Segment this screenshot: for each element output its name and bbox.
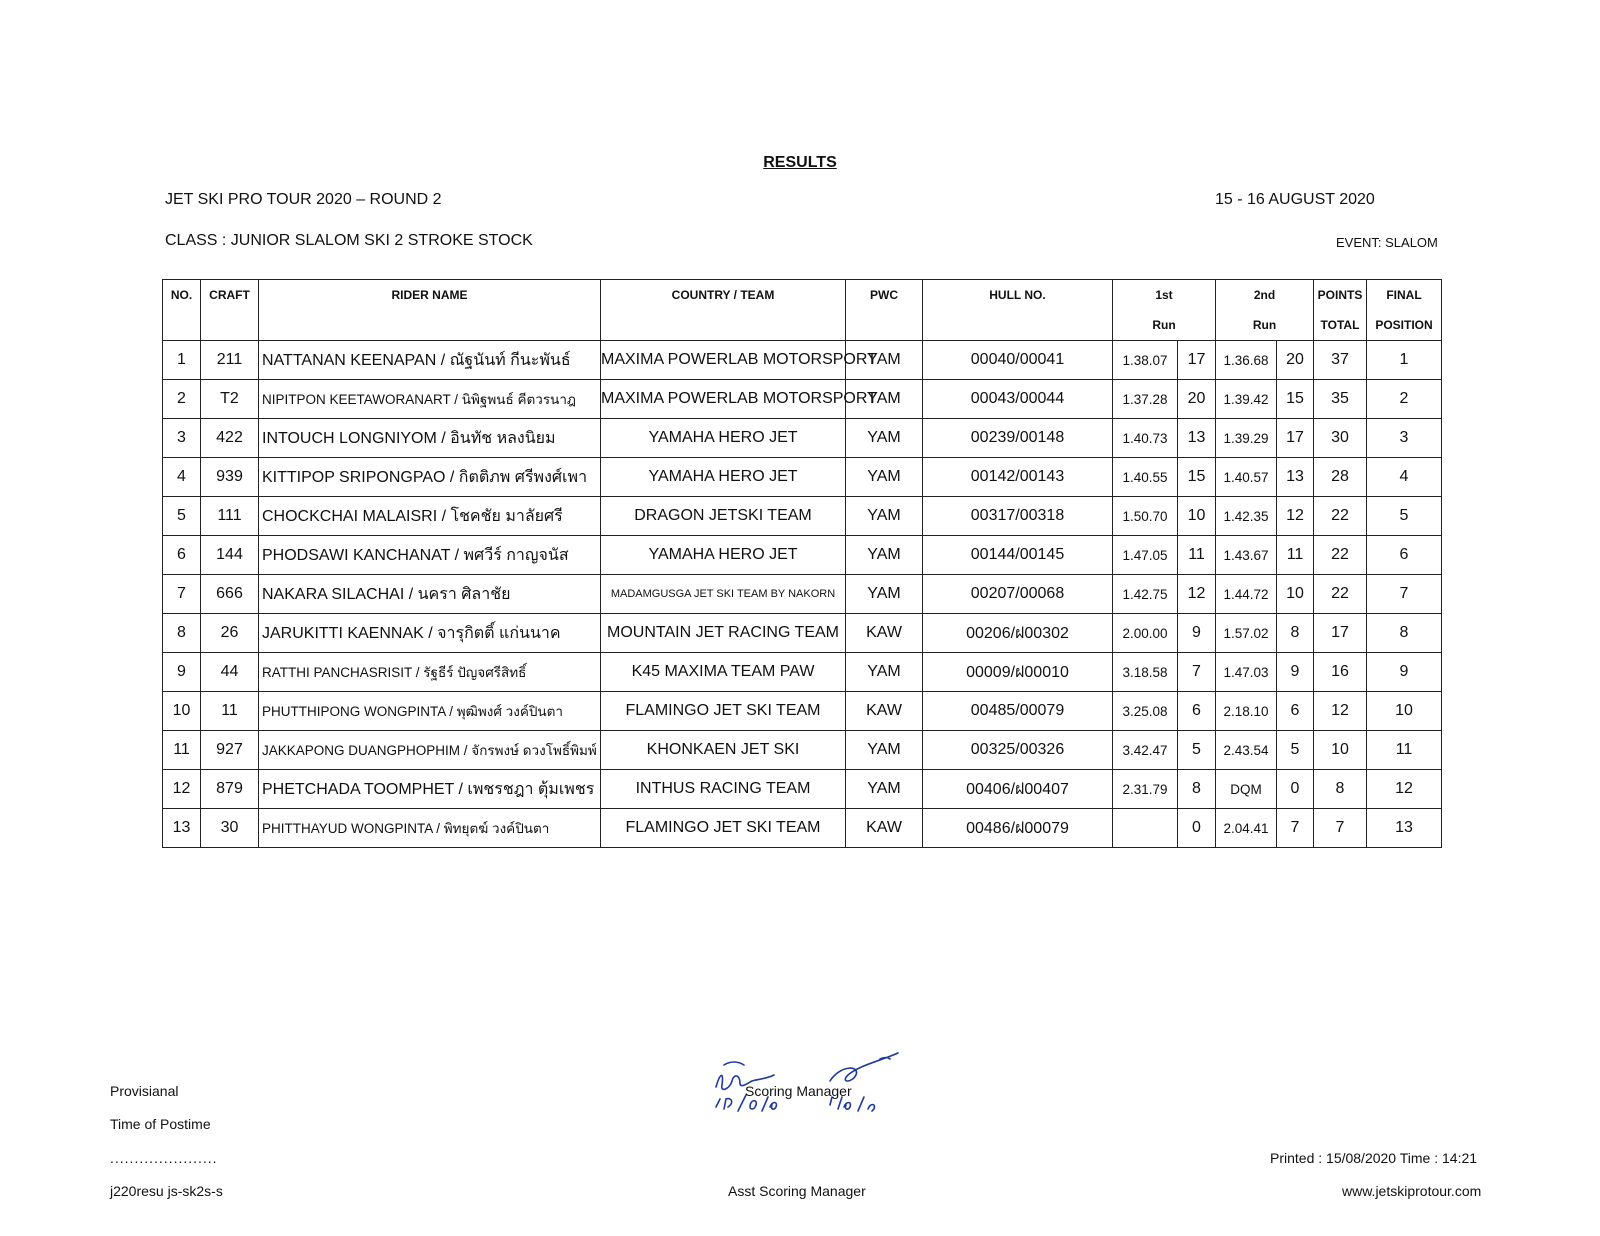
- cell-run1-time: [1113, 809, 1178, 848]
- table-row: [163, 575, 1442, 614]
- cell-points-total: 17: [1314, 614, 1367, 653]
- cell-points-total: 35: [1314, 380, 1367, 419]
- cell-craft: T2: [201, 380, 259, 419]
- cell-final-position: 5: [1367, 497, 1442, 536]
- cell-craft: 44: [201, 653, 259, 692]
- cell-hull: 00144/00145: [923, 536, 1113, 575]
- cell-no: 8: [163, 614, 201, 653]
- cell-hull: 00406/ฝ00407: [923, 770, 1113, 809]
- cell-run1-time: 1.50.70: [1113, 497, 1178, 536]
- cell-craft: 26: [201, 614, 259, 653]
- cell-no: 11: [163, 731, 201, 770]
- cell-run2-points: 12: [1277, 497, 1314, 536]
- document-code: j220resu js-sk2s-s: [110, 1183, 223, 1199]
- cell-run2-points: 6: [1277, 692, 1314, 731]
- cell-no: 6: [163, 536, 201, 575]
- cell-no: 13: [163, 809, 201, 848]
- cell-run2-time: 1.40.57: [1216, 458, 1277, 497]
- scoring-manager-label: Scoring Manager: [745, 1083, 852, 1099]
- time-of-postime-label: Time of Postime: [110, 1116, 211, 1132]
- cell-run2-time: 1.44.72: [1216, 575, 1277, 614]
- cell-points-total: 22: [1314, 536, 1367, 575]
- cell-run2-points: 8: [1277, 614, 1314, 653]
- cell-team: FLAMINGO JET SKI TEAM: [601, 692, 846, 731]
- cell-run2-time: 2.18.10: [1216, 692, 1277, 731]
- cell-team: MAXIMA POWERLAB MOTORSPORT: [601, 380, 846, 419]
- asst-scoring-manager-label: Asst Scoring Manager: [728, 1183, 866, 1199]
- cell-no: 4: [163, 458, 201, 497]
- results-table: [162, 279, 1442, 848]
- table-row: [163, 614, 1442, 653]
- cell-pwc: YAM: [846, 341, 923, 380]
- cell-run2-points: 13: [1277, 458, 1314, 497]
- cell-run1-time: 2.00.00: [1113, 614, 1178, 653]
- table-row: [163, 731, 1442, 770]
- cell-run2-points: 17: [1277, 419, 1314, 458]
- cell-points-total: 22: [1314, 497, 1367, 536]
- cell-hull: 00486/ฝ00079: [923, 809, 1113, 848]
- cell-team: YAMAHA HERO JET: [601, 536, 846, 575]
- col-run2-subheader: Run: [1216, 310, 1314, 341]
- col-craft-header: CRAFT: [201, 280, 259, 311]
- cell-pwc: YAM: [846, 770, 923, 809]
- cell-final-position: 12: [1367, 770, 1442, 809]
- cell-run2-time: 1.36.68: [1216, 341, 1277, 380]
- page-title: RESULTS: [763, 154, 837, 171]
- table-row: [163, 341, 1442, 380]
- cell-hull: 00485/00079: [923, 692, 1113, 731]
- cell-rider: INTOUCH LONGNIYOM / อินทัช หลงนิยม: [259, 419, 601, 458]
- col-team-header: COUNTRY / TEAM: [601, 280, 846, 311]
- cell-run2-points: 15: [1277, 380, 1314, 419]
- event-dates: 15 - 16 AUGUST 2020: [1215, 191, 1375, 208]
- cell-pwc: YAM: [846, 419, 923, 458]
- cell-hull: 00239/00148: [923, 419, 1113, 458]
- cell-run2-points: 20: [1277, 341, 1314, 380]
- cell-final-position: 1: [1367, 341, 1442, 380]
- table-row: [163, 653, 1442, 692]
- cell-final-position: 4: [1367, 458, 1442, 497]
- cell-run2-time: 2.43.54: [1216, 731, 1277, 770]
- cell-run1-time: 1.42.75: [1113, 575, 1178, 614]
- cell-run1-points: 9: [1178, 614, 1216, 653]
- table-row: [163, 770, 1442, 809]
- cell-pwc: YAM: [846, 458, 923, 497]
- cell-run2-time: DQM: [1216, 770, 1277, 809]
- cell-run1-points: 12: [1178, 575, 1216, 614]
- cell-final-position: 3: [1367, 419, 1442, 458]
- cell-team: FLAMINGO JET SKI TEAM: [601, 809, 846, 848]
- cell-run2-points: 0: [1277, 770, 1314, 809]
- cell-rider: PHETCHADA TOOMPHET / เพชรชฎา ตุ้มเพชร: [259, 770, 601, 809]
- cell-run1-points: 13: [1178, 419, 1216, 458]
- cell-points-total: 12: [1314, 692, 1367, 731]
- cell-run1-time: 3.25.08: [1113, 692, 1178, 731]
- event-type: EVENT: SLALOM: [1336, 235, 1438, 250]
- cell-run1-time: 2.31.79: [1113, 770, 1178, 809]
- cell-run2-points: 5: [1277, 731, 1314, 770]
- cell-rider: PHUTTHIPONG WONGPINTA / พุฒิพงศ์ วงค์ปินตา: [259, 692, 601, 731]
- cell-run2-points: 11: [1277, 536, 1314, 575]
- cell-run2-time: 1.39.29: [1216, 419, 1277, 458]
- table-row: [163, 692, 1442, 731]
- cell-craft: 144: [201, 536, 259, 575]
- cell-pwc: YAM: [846, 653, 923, 692]
- cell-hull: 00207/00068: [923, 575, 1113, 614]
- cell-rider: JAKKAPONG DUANGPHOPHIM / จักรพงษ์ ดวงโพธิ์พิมพ์: [259, 731, 601, 770]
- cell-team: MAXIMA POWERLAB MOTORSPORT: [601, 341, 846, 380]
- cell-run2-time: 1.43.67: [1216, 536, 1277, 575]
- cell-hull: 00040/00041: [923, 341, 1113, 380]
- cell-run1-points: 15: [1178, 458, 1216, 497]
- cell-run1-points: 10: [1178, 497, 1216, 536]
- cell-no: 12: [163, 770, 201, 809]
- table-row: [163, 380, 1442, 419]
- col-run1-subheader: Run: [1113, 310, 1216, 341]
- cell-pwc: YAM: [846, 575, 923, 614]
- cell-pwc: YAM: [846, 497, 923, 536]
- cell-craft: 879: [201, 770, 259, 809]
- cell-no: 7: [163, 575, 201, 614]
- cell-craft: 927: [201, 731, 259, 770]
- col-pwc-header: PWC: [846, 280, 923, 311]
- table-row: [163, 536, 1442, 575]
- cell-points-total: 16: [1314, 653, 1367, 692]
- cell-rider: CHOCKCHAI MALAISRI / โชคชัย มาลัยศรี: [259, 497, 601, 536]
- cell-pwc: KAW: [846, 809, 923, 848]
- header-row-1: [163, 280, 1442, 311]
- cell-final-position: 11: [1367, 731, 1442, 770]
- cell-final-position: 7: [1367, 575, 1442, 614]
- cell-pwc: YAM: [846, 380, 923, 419]
- cell-run1-points: 17: [1178, 341, 1216, 380]
- cell-hull: 00206/ฝ00302: [923, 614, 1113, 653]
- col-final-header: FINAL: [1367, 280, 1442, 311]
- cell-points-total: 22: [1314, 575, 1367, 614]
- cell-rider: PHITTHAYUD WONGPINTA / พิทยุตฆ์ วงค์ปินตา: [259, 809, 601, 848]
- cell-craft: 939: [201, 458, 259, 497]
- cell-final-position: 8: [1367, 614, 1442, 653]
- cell-hull: 00142/00143: [923, 458, 1113, 497]
- cell-run2-points: 7: [1277, 809, 1314, 848]
- website-link[interactable]: www.jetskiprotour.com: [1342, 1183, 1482, 1199]
- cell-pwc: YAM: [846, 536, 923, 575]
- cell-final-position: 13: [1367, 809, 1442, 848]
- cell-rider: KITTIPOP SRIPONGPAO / กิตติภพ ศรีพงศ์เพา: [259, 458, 601, 497]
- provisional-label: Provisianal: [110, 1083, 179, 1099]
- cell-team: K45 MAXIMA TEAM PAW: [601, 653, 846, 692]
- cell-team: YAMAHA HERO JET: [601, 419, 846, 458]
- cell-team: MADAMGUSGA JET SKI TEAM BY NAKORN: [601, 575, 846, 614]
- cell-rider: NATTANAN KEENAPAN / ณัฐนันท์ กีนะพันธ์: [259, 341, 601, 380]
- cell-no: 10: [163, 692, 201, 731]
- cell-final-position: 6: [1367, 536, 1442, 575]
- cell-run1-time: 1.37.28: [1113, 380, 1178, 419]
- cell-run1-time: 3.18.58: [1113, 653, 1178, 692]
- cell-team: KHONKAEN JET SKI: [601, 731, 846, 770]
- cell-craft: 111: [201, 497, 259, 536]
- col-no-header: NO.: [163, 280, 201, 311]
- cell-run1-time: 1.40.73: [1113, 419, 1178, 458]
- event-name: JET SKI PRO TOUR 2020 – ROUND 2: [165, 191, 442, 208]
- cell-no: 5: [163, 497, 201, 536]
- col-run2-header: 2nd: [1216, 280, 1314, 311]
- cell-craft: 422: [201, 419, 259, 458]
- cell-points-total: 7: [1314, 809, 1367, 848]
- header-row-2: [163, 310, 1442, 341]
- cell-points-total: 10: [1314, 731, 1367, 770]
- cell-run1-time: 1.40.55: [1113, 458, 1178, 497]
- cell-run1-time: 1.47.05: [1113, 536, 1178, 575]
- cell-hull: 00317/00318: [923, 497, 1113, 536]
- cell-run2-time: 1.47.03: [1216, 653, 1277, 692]
- col-points-header: POINTS: [1314, 280, 1367, 311]
- cell-hull: 00325/00326: [923, 731, 1113, 770]
- cell-run2-points: 9: [1277, 653, 1314, 692]
- cell-run1-time: 1.38.07: [1113, 341, 1178, 380]
- table-row: [163, 419, 1442, 458]
- cell-final-position: 9: [1367, 653, 1442, 692]
- cell-pwc: KAW: [846, 614, 923, 653]
- table-row: [163, 458, 1442, 497]
- cell-run2-time: 2.04.41: [1216, 809, 1277, 848]
- col-hull-header: HULL NO.: [923, 280, 1113, 311]
- cell-points-total: 37: [1314, 341, 1367, 380]
- cell-team: YAMAHA HERO JET: [601, 458, 846, 497]
- cell-run1-points: 11: [1178, 536, 1216, 575]
- cell-points-total: 28: [1314, 458, 1367, 497]
- table-row: [163, 809, 1442, 848]
- class-line: CLASS : JUNIOR SLALOM SKI 2 STROKE STOCK: [165, 232, 533, 249]
- cell-craft: 666: [201, 575, 259, 614]
- cell-run1-points: 8: [1178, 770, 1216, 809]
- postime-dots: ......................: [110, 1150, 218, 1166]
- cell-final-position: 2: [1367, 380, 1442, 419]
- cell-run2-time: 1.42.35: [1216, 497, 1277, 536]
- col-rider-header: RIDER NAME: [259, 280, 601, 311]
- cell-craft: 11: [201, 692, 259, 731]
- cell-hull: 00009/ฝ00010: [923, 653, 1113, 692]
- cell-run1-points: 5: [1178, 731, 1216, 770]
- col-final-subheader: POSITION: [1367, 310, 1442, 341]
- cell-team: INTHUS RACING TEAM: [601, 770, 846, 809]
- cell-rider: JARUKITTI KAENNAK / จารุกิตติ์ แก่นนาค: [259, 614, 601, 653]
- cell-team: MOUNTAIN JET RACING TEAM: [601, 614, 846, 653]
- cell-team: DRAGON JETSKI TEAM: [601, 497, 846, 536]
- col-run1-header: 1st: [1113, 280, 1216, 311]
- cell-no: 3: [163, 419, 201, 458]
- cell-no: 9: [163, 653, 201, 692]
- cell-pwc: YAM: [846, 731, 923, 770]
- cell-no: 2: [163, 380, 201, 419]
- cell-run2-time: 1.57.02: [1216, 614, 1277, 653]
- cell-run1-points: 7: [1178, 653, 1216, 692]
- cell-rider: PHODSAWI KANCHANAT / พศวีร์ กาญจนัส: [259, 536, 601, 575]
- cell-rider: NIPITPON KEETAWORANART / นิพิฐพนธ์ คีตวรนาฎ: [259, 380, 601, 419]
- table-row: [163, 497, 1442, 536]
- cell-pwc: KAW: [846, 692, 923, 731]
- cell-no: 1: [163, 341, 201, 380]
- cell-run1-points: 6: [1178, 692, 1216, 731]
- cell-run1-time: 3.42.47: [1113, 731, 1178, 770]
- cell-final-position: 10: [1367, 692, 1442, 731]
- col-points-subheader: TOTAL: [1314, 310, 1367, 341]
- cell-run1-points: 0: [1178, 809, 1216, 848]
- cell-rider: RATTHI PANCHASRISIT / รัฐธีร์ ปัญจศรีสิทธิ์: [259, 653, 601, 692]
- cell-points-total: 8: [1314, 770, 1367, 809]
- cell-craft: 211: [201, 341, 259, 380]
- cell-points-total: 30: [1314, 419, 1367, 458]
- cell-run1-points: 20: [1178, 380, 1216, 419]
- cell-craft: 30: [201, 809, 259, 848]
- cell-run2-points: 10: [1277, 575, 1314, 614]
- cell-run2-time: 1.39.42: [1216, 380, 1277, 419]
- printed-timestamp: Printed : 15/08/2020 Time : 14:21: [1270, 1150, 1478, 1166]
- cell-hull: 00043/00044: [923, 380, 1113, 419]
- cell-rider: NAKARA SILACHAI / นครา ศิลาชัย: [259, 575, 601, 614]
